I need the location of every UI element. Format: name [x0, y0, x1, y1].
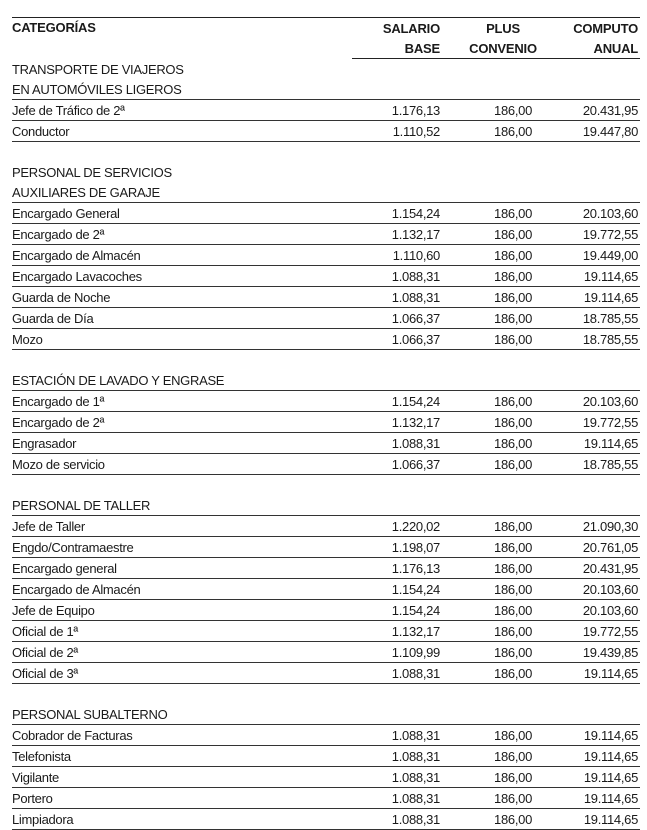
- cell-salario-base: 1.088,31: [352, 809, 444, 830]
- table-row: [12, 600, 640, 621]
- cell-salario-base: 1.109,99: [352, 642, 444, 663]
- table-row: [12, 579, 640, 600]
- cell-categoria: Encargado de 2ª: [12, 412, 352, 433]
- cell-categoria: Vigilante: [12, 767, 352, 788]
- cell-categoria: Oficial de 2ª: [12, 642, 352, 663]
- cell-computo-anual: 19.772,55: [542, 224, 640, 245]
- group-title-row: [12, 704, 640, 725]
- cell-computo-anual: 20.431,95: [542, 558, 640, 579]
- cell-salario-base: 1.088,31: [352, 725, 444, 746]
- cell-salario-base: 1.154,24: [352, 600, 444, 621]
- cell-plus-convenio: 186,00: [444, 412, 542, 433]
- cell-categoria: Telefonista: [12, 746, 352, 767]
- table-row: [12, 454, 640, 475]
- cell-categoria: Jefe de Equipo: [12, 600, 352, 621]
- cell-plus-convenio: 186,00: [444, 308, 542, 329]
- cell-computo-anual: 19.114,65: [542, 287, 640, 308]
- group-title: PERSONAL DE TALLER: [12, 495, 640, 516]
- table-row: [12, 809, 640, 830]
- cell-plus-convenio: 186,00: [444, 725, 542, 746]
- group-title: TRANSPORTE DE VIAJEROS: [12, 62, 184, 77]
- cell-salario-base: 1.088,31: [352, 788, 444, 809]
- cell-salario-base: 1.132,17: [352, 412, 444, 433]
- group-spacer: [12, 350, 640, 371]
- table-row: [12, 558, 640, 579]
- cell-computo-anual: 20.103,60: [542, 600, 640, 621]
- table-row: [12, 308, 640, 329]
- cell-salario-base: 1.154,24: [352, 579, 444, 600]
- cell-computo-anual: 19.114,65: [542, 767, 640, 788]
- cell-salario-base: 1.088,31: [352, 663, 444, 684]
- cell-categoria: Jefe de Tráfico de 2ª: [12, 100, 352, 121]
- cell-categoria: Portero: [12, 788, 352, 809]
- cell-plus-convenio: 186,00: [444, 203, 542, 224]
- group-title-row: [12, 182, 640, 203]
- table-body: [12, 59, 640, 830]
- salary-table-document: [12, 17, 640, 830]
- group-title-row: [12, 162, 640, 182]
- cell-computo-anual: 19.772,55: [542, 621, 640, 642]
- cell-salario-base: 1.176,13: [352, 100, 444, 121]
- cell-categoria: Cobrador de Facturas: [12, 725, 352, 746]
- cell-salario-base: 1.088,31: [352, 767, 444, 788]
- cell-computo-anual: 19.114,65: [542, 433, 640, 454]
- table-row: [12, 100, 640, 121]
- cell-categoria: Conductor: [12, 121, 352, 142]
- cell-computo-anual: 19.449,00: [542, 245, 640, 266]
- spacer-cell: [12, 684, 640, 705]
- table-row: [12, 516, 640, 537]
- cell-categoria: Encargado de 2ª: [12, 224, 352, 245]
- cell-plus-convenio: 186,00: [444, 287, 542, 308]
- cell-categoria: Guarda de Noche: [12, 287, 352, 308]
- cell-salario-base: 1.154,24: [352, 391, 444, 412]
- cell-salario-base: 1.132,17: [352, 621, 444, 642]
- table-row: [12, 203, 640, 224]
- cell-computo-anual: 19.114,65: [542, 788, 640, 809]
- cell-plus-convenio: 186,00: [444, 746, 542, 767]
- cell-salario-base: 1.088,31: [352, 746, 444, 767]
- cell-categoria: Guarda de Día: [12, 308, 352, 329]
- table-row: [12, 663, 640, 684]
- cell-computo-anual: 19.114,65: [542, 266, 640, 287]
- cell-salario-base: 1.088,31: [352, 266, 444, 287]
- cell-computo-anual: 18.785,55: [542, 454, 640, 475]
- cell-computo-anual: 21.090,30: [542, 516, 640, 537]
- cell-computo-anual: 20.103,60: [542, 203, 640, 224]
- cell-salario-base: 1.198,07: [352, 537, 444, 558]
- cell-plus-convenio: 186,00: [444, 558, 542, 579]
- header-categorias: CATEGORÍAS: [12, 18, 352, 59]
- cell-computo-anual: 19.439,85: [542, 642, 640, 663]
- table-row: [12, 224, 640, 245]
- cell-plus-convenio: 186,00: [444, 537, 542, 558]
- table-row: [12, 287, 640, 308]
- group-title: PERSONAL DE SERVICIOS: [12, 165, 172, 180]
- header-computo-line2: ANUAL: [542, 38, 640, 59]
- cell-salario-base: 1.176,13: [352, 558, 444, 579]
- cell-categoria: Oficial de 3ª: [12, 663, 352, 684]
- cell-plus-convenio: 186,00: [444, 642, 542, 663]
- cell-categoria: Encargado de Almacén: [12, 579, 352, 600]
- salary-table: [12, 17, 640, 830]
- cell-plus-convenio: 186,00: [444, 100, 542, 121]
- header-salario-line1: SALARIO: [352, 18, 444, 39]
- cell-categoria: Jefe de Taller: [12, 516, 352, 537]
- cell-salario-base: 1.066,37: [352, 454, 444, 475]
- group-title: ESTACIÓN DE LAVADO Y ENGRASE: [12, 370, 640, 391]
- table-header: [12, 18, 640, 59]
- cell-salario-base: 1.154,24: [352, 203, 444, 224]
- cell-plus-convenio: 186,00: [444, 663, 542, 684]
- table-row: [12, 767, 640, 788]
- header-plus-line2: CONVENIO: [444, 38, 542, 59]
- group-title-row: [12, 370, 640, 391]
- cell-plus-convenio: 186,00: [444, 621, 542, 642]
- spacer-cell: [12, 142, 640, 163]
- table-row: [12, 537, 640, 558]
- cell-plus-convenio: 186,00: [444, 516, 542, 537]
- header-computo-line1: COMPUTO: [542, 18, 640, 39]
- cell-plus-convenio: 186,00: [444, 579, 542, 600]
- cell-salario-base: 1.088,31: [352, 433, 444, 454]
- cell-categoria: Encargado de Almacén: [12, 245, 352, 266]
- group-title-row: [12, 495, 640, 516]
- cell-plus-convenio: 186,00: [444, 767, 542, 788]
- header-salario-line2: BASE: [352, 38, 444, 59]
- cell-computo-anual: 20.103,60: [542, 579, 640, 600]
- cell-plus-convenio: 186,00: [444, 391, 542, 412]
- cell-salario-base: 1.066,37: [352, 308, 444, 329]
- cell-plus-convenio: 186,00: [444, 454, 542, 475]
- cell-computo-anual: 20.761,05: [542, 537, 640, 558]
- group-title: EN AUTOMÓVILES LIGEROS: [12, 79, 640, 100]
- table-row: [12, 245, 640, 266]
- table-row: [12, 621, 640, 642]
- cell-computo-anual: 18.785,55: [542, 329, 640, 350]
- group-spacer: [12, 142, 640, 163]
- cell-salario-base: 1.110,60: [352, 245, 444, 266]
- cell-computo-anual: 18.785,55: [542, 308, 640, 329]
- group-spacer: [12, 684, 640, 705]
- header-plus-line1: PLUS: [444, 18, 542, 39]
- cell-categoria: Engdo/Contramaestre: [12, 537, 352, 558]
- table-row: [12, 266, 640, 287]
- table-row: [12, 329, 640, 350]
- cell-plus-convenio: 186,00: [444, 245, 542, 266]
- table-row: [12, 788, 640, 809]
- table-row: [12, 412, 640, 433]
- cell-salario-base: 1.132,17: [352, 224, 444, 245]
- spacer-cell: [12, 475, 640, 496]
- cell-salario-base: 1.110,52: [352, 121, 444, 142]
- cell-plus-convenio: 186,00: [444, 329, 542, 350]
- cell-categoria: Mozo: [12, 329, 352, 350]
- cell-categoria: Encargado general: [12, 558, 352, 579]
- cell-computo-anual: 19.772,55: [542, 412, 640, 433]
- cell-computo-anual: 19.114,65: [542, 725, 640, 746]
- cell-plus-convenio: 186,00: [444, 121, 542, 142]
- cell-computo-anual: 19.114,65: [542, 809, 640, 830]
- group-title: AUXILIARES DE GARAJE: [12, 182, 640, 203]
- table-row: [12, 121, 640, 142]
- table-row: [12, 642, 640, 663]
- cell-categoria: Encargado General: [12, 203, 352, 224]
- cell-plus-convenio: 186,00: [444, 809, 542, 830]
- table-row: [12, 725, 640, 746]
- group-title-row: [12, 79, 640, 100]
- cell-plus-convenio: 186,00: [444, 224, 542, 245]
- table-row: [12, 433, 640, 454]
- cell-salario-base: 1.088,31: [352, 287, 444, 308]
- group-spacer: [12, 475, 640, 496]
- table-row: [12, 746, 640, 767]
- cell-computo-anual: 19.114,65: [542, 746, 640, 767]
- cell-computo-anual: 20.103,60: [542, 391, 640, 412]
- group-title: PERSONAL SUBALTERNO: [12, 704, 640, 725]
- cell-categoria: Oficial de 1ª: [12, 621, 352, 642]
- cell-computo-anual: 20.431,95: [542, 100, 640, 121]
- cell-computo-anual: 19.447,80: [542, 121, 640, 142]
- cell-plus-convenio: 186,00: [444, 266, 542, 287]
- cell-categoria: Limpiadora: [12, 809, 352, 830]
- cell-salario-base: 1.066,37: [352, 329, 444, 350]
- cell-plus-convenio: 186,00: [444, 600, 542, 621]
- cell-categoria: Mozo de servicio: [12, 454, 352, 475]
- cell-computo-anual: 19.114,65: [542, 663, 640, 684]
- cell-categoria: Encargado Lavacoches: [12, 266, 352, 287]
- cell-categoria: Encargado de 1ª: [12, 391, 352, 412]
- table-row: [12, 391, 640, 412]
- cell-plus-convenio: 186,00: [444, 788, 542, 809]
- cell-salario-base: 1.220,02: [352, 516, 444, 537]
- spacer-cell: [12, 350, 640, 371]
- cell-categoria: Engrasador: [12, 433, 352, 454]
- cell-plus-convenio: 186,00: [444, 433, 542, 454]
- group-title-row: [12, 59, 640, 80]
